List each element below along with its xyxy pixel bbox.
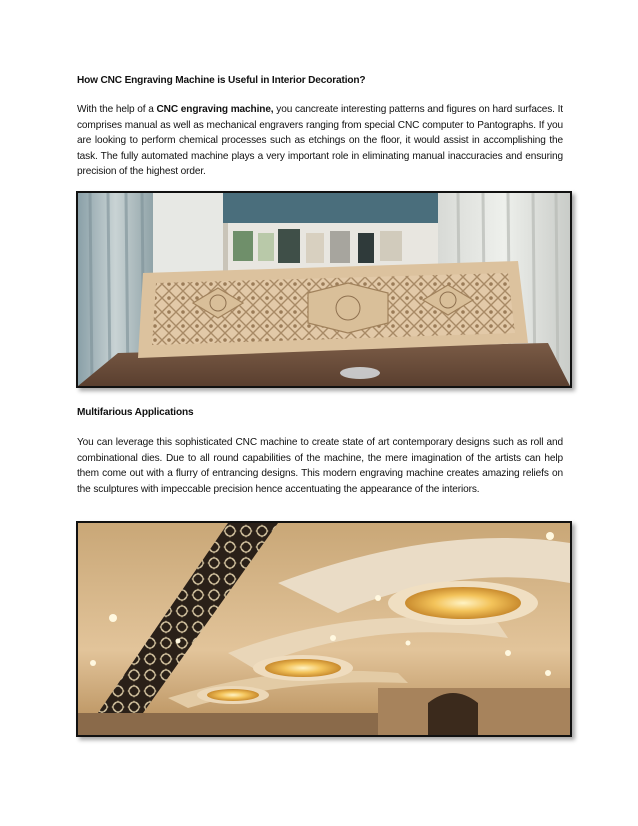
intro-text-start: With the help of a	[77, 104, 157, 115]
ceiling-chandelier-photo	[76, 521, 572, 737]
carved-panel-photo	[76, 191, 572, 388]
cnc-machine-bold-link: CNC engraving machine,	[156, 104, 274, 115]
intro-paragraph	[77, 102, 563, 180]
section-heading-applications: Multifarious Applications	[77, 407, 194, 418]
section-heading-cnc-interior: How CNC Engraving Machine is Useful in Interior Decoration?	[77, 75, 366, 86]
intro-text-rest: you cancreate interesting patterns and figures on hard surfaces. It comprises manual as well as mechanical engravers ranging from special CNC computer to Pantographs. If you are looking to perform chemical processes such as etchings on the floor, it would assist in accomplishing the task. The fully automated machine plays a very important role in eliminating manual inaccuracies and ensuring precision of the highest order.	[77, 104, 563, 178]
applications-paragraph: You can leverage this sophisticated CNC machine to create state of art contemporary designs such as roll and combinational dies. Due to all round capabilities of the machine, the mere imagination of the artists can help them come out with a flurry of entrancing designs. This modern engraving machine creates amazing reliefs on the sculptures with impeccable precision hence accentuating the appearance of the interiors.	[77, 437, 563, 495]
